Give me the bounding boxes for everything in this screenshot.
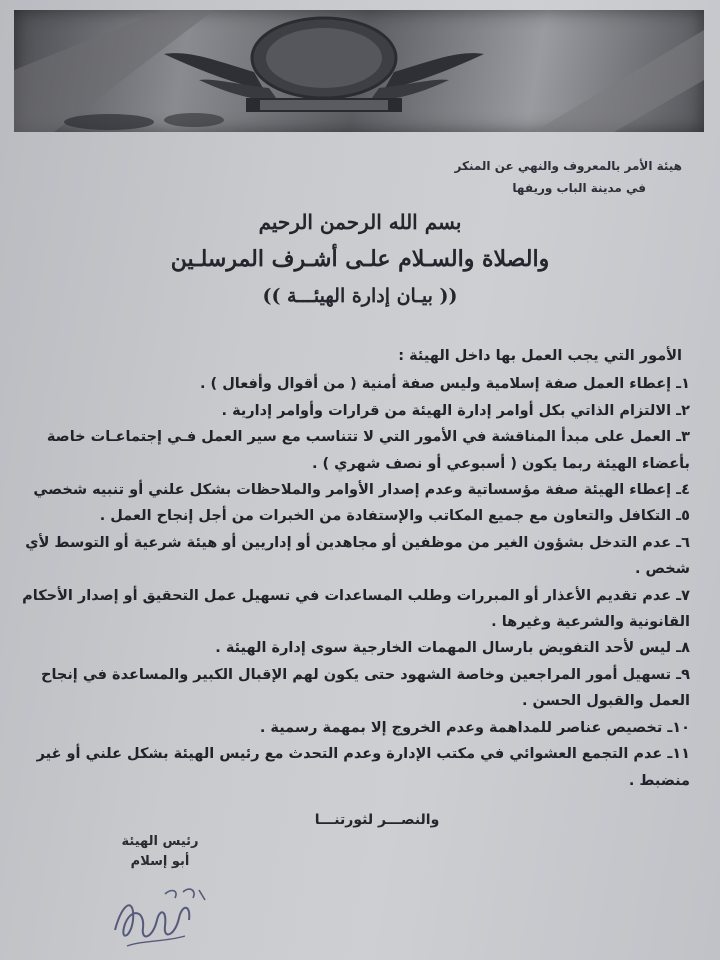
statement-intro: الأمور التي يجب العمل بها داخل الهيئة : — [398, 348, 682, 364]
list-item: ٢ـ الالتزام الذاتي بكل أوامر إدارة الهيئة من قرارات وأوامر إدارية . — [221, 402, 690, 419]
organization-header — [382, 155, 682, 199]
eagle-emblem-icon — [14, 10, 704, 132]
organization-location: في مدينة الباب وريفها — [512, 181, 646, 195]
salutation: والصلاة والسـلام علـى أشـرف المرسلـين — [170, 246, 550, 272]
list-item: ٨ـ ليس لأحد التفويض بارسال المهمات الخارجية سوى إدارة الهيئة . — [215, 640, 690, 657]
list-item: ٥ـ التكافل والتعاون مع جميع المكاتب والإستفادة من الخبرات من أجل إنجاح العمل . — [99, 508, 690, 525]
statement-title: (( بيـان إدارة الهيئـــة )) — [262, 285, 458, 307]
list-item: ٣ـ العمل على مبدأ المناقشة في الأمور التي لا تتناسب مع سير العمل فـي إجتماعـات خاصة بأعضاء الهيئة ربما يكون ( أسبوعي أو نصف شهري ) . — [46, 429, 690, 472]
list-item: ١٠ـ تخصيص عناصر للمداهمة وعدم الخروج إلا بمهمة رسمية . — [259, 719, 690, 736]
list-item: ٦ـ عدم التدخل بشؤون الغير من موظفين أو مجاهدين أو إداريين أو هيئة شرعية أو التوسط لأي شخص . — [25, 534, 690, 578]
signatory-name: أبو إسلام — [130, 854, 190, 869]
closing-phrase: والنصـــر لثورتنـــا — [314, 812, 440, 828]
signatory-title: رئيس الهيئة — [121, 834, 199, 849]
statement-title-block — [60, 205, 660, 313]
statement-body — [20, 343, 690, 794]
list-item: ١١ـ عدم التجمع العشوائي في مكتب الإدارة وعدم التحدث مع رئيس الهيئة بشكل علني أو غير منضبط . — [36, 746, 690, 789]
organization-name: هيئة الأمر بالمعروف والنهي عن المنكر — [454, 159, 682, 173]
basmala: بسم الله الرحمن الرحيم — [258, 210, 462, 234]
list-item: ٧ـ عدم تقديم الأعذار أو المبررات وطلب المساعدات في تسهيل عمل التحقيق أو إصدار الأحكام القانونية والشرعية وغيرها . — [22, 587, 690, 631]
list-item: ٤ـ إعطاء الهيئة صفة مؤسساتية وعدم إصدار الأوامر والملاحظات بشكل علني أو تنبيه شخصي — [33, 482, 690, 499]
list-item: ١ـ إعطاء العمل صفة إسلامية وليس صفة أمنية ( من أقوال وأفعال ) . — [199, 376, 690, 393]
signatory-block — [100, 832, 220, 872]
letterhead-banner — [14, 10, 704, 132]
list-item: ٩ـ تسهيل أمور المراجعين وخاصة الشهود حتى يكون لهم الإقبال الكبير والمساعدة في إنجاح العمل والقبول الحسن . — [41, 666, 690, 710]
handwritten-signature-icon — [105, 880, 215, 952]
